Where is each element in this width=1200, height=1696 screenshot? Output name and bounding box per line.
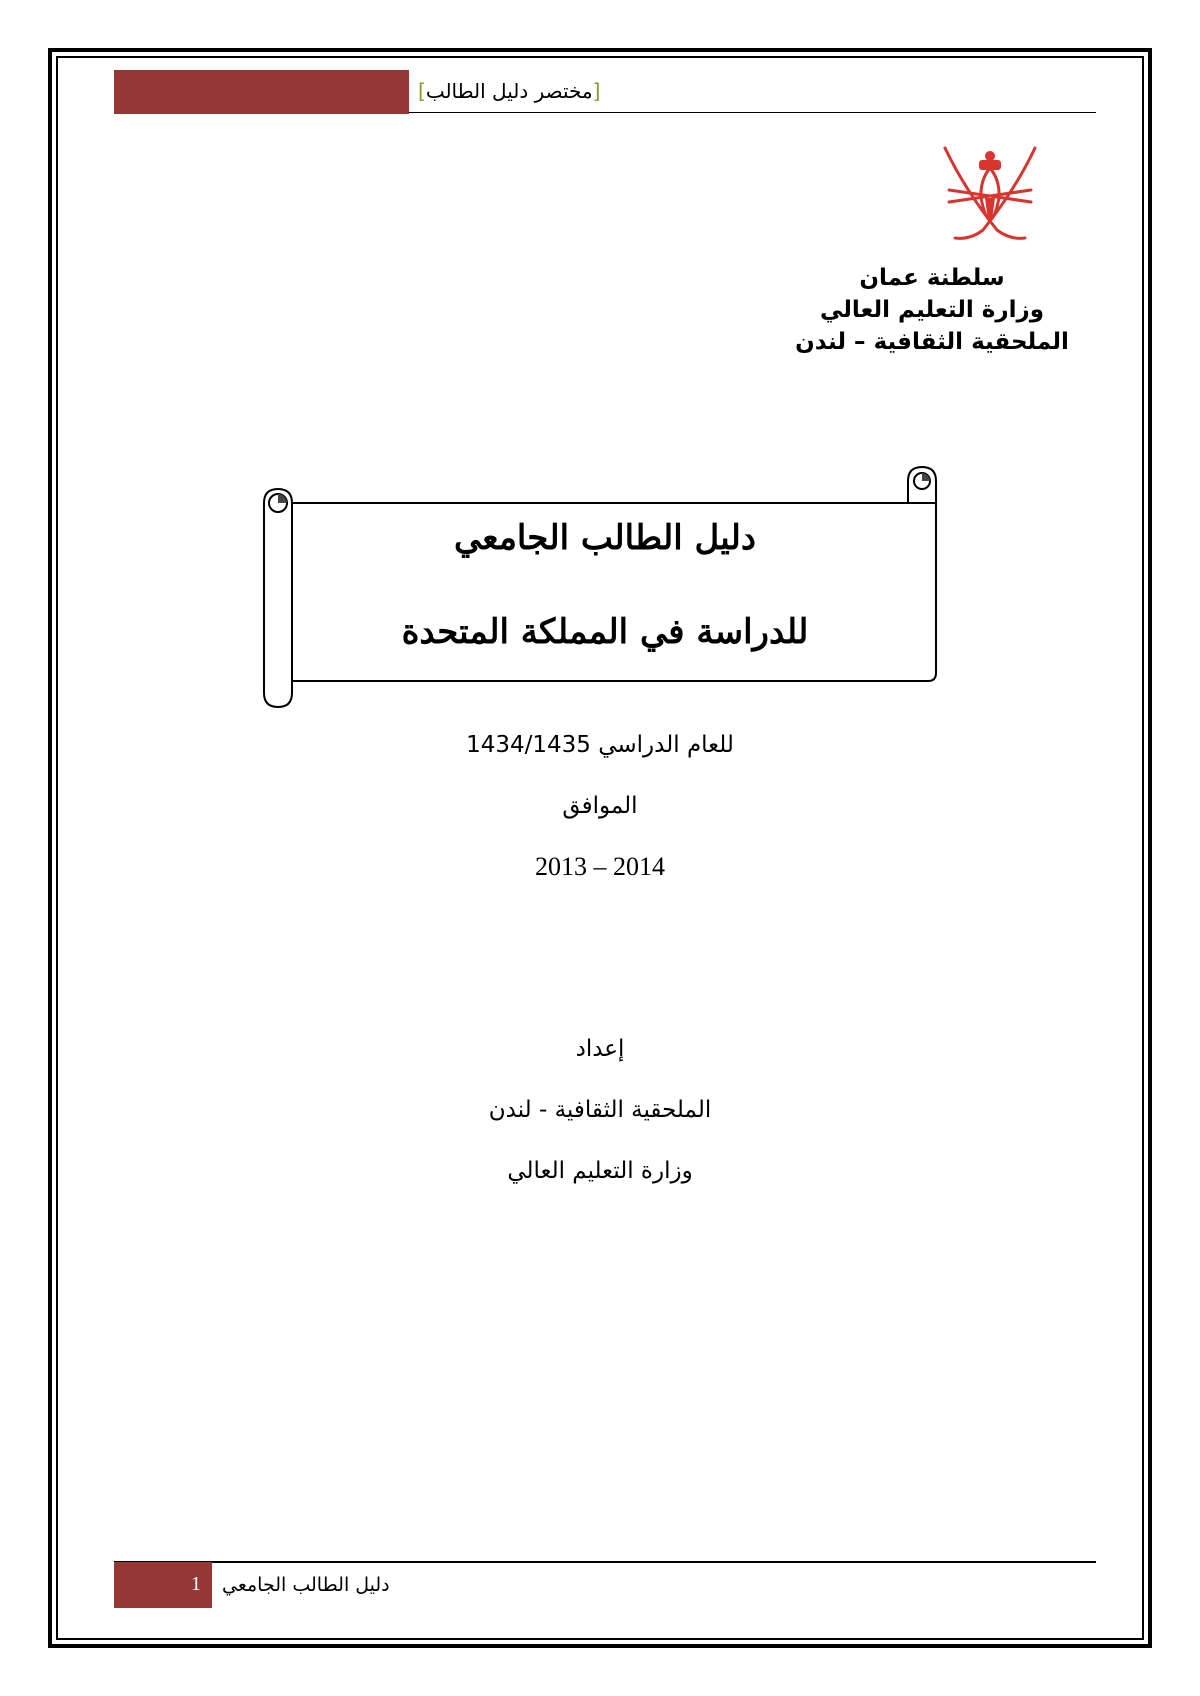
scroll-banner	[248, 463, 960, 711]
prepared-by-ministry: وزارة التعليم العالي	[507, 1158, 693, 1184]
prepared-by-attache: الملحقية الثقافية - لندن	[488, 1097, 712, 1123]
footer-rule	[114, 1561, 1096, 1563]
header-bracket-open: [	[592, 79, 601, 103]
footer-title: دليل الطالب الجامعي	[222, 1574, 390, 1596]
org-country: سلطنة عمان	[859, 265, 1005, 291]
banner-subtitle: للدراسة في المملكة المتحدة	[401, 612, 809, 652]
page-number: 1	[191, 1573, 201, 1595]
org-ministry: وزارة التعليم العالي	[819, 297, 1044, 323]
organization-block	[782, 262, 1082, 358]
banner-title: دليل الطالب الجامعي	[453, 518, 757, 558]
corresponding-label: الموافق	[562, 793, 638, 819]
header-rule	[409, 112, 1096, 113]
header-title	[418, 76, 600, 106]
header-title-text: مختصر دليل الطالب	[425, 79, 593, 103]
header-accent-bar	[114, 70, 409, 114]
oman-khanjar-emblem-icon	[935, 140, 1045, 245]
gregorian-years: 2013 – 2014	[535, 852, 665, 881]
prepared-by-label: إعداد	[575, 1036, 625, 1062]
academic-year-line: للعام الدراسي 1434/1435	[466, 732, 734, 758]
org-attache: الملحقية الثقافية – لندن	[795, 329, 1069, 355]
header-bracket-close: ]	[418, 79, 426, 103]
